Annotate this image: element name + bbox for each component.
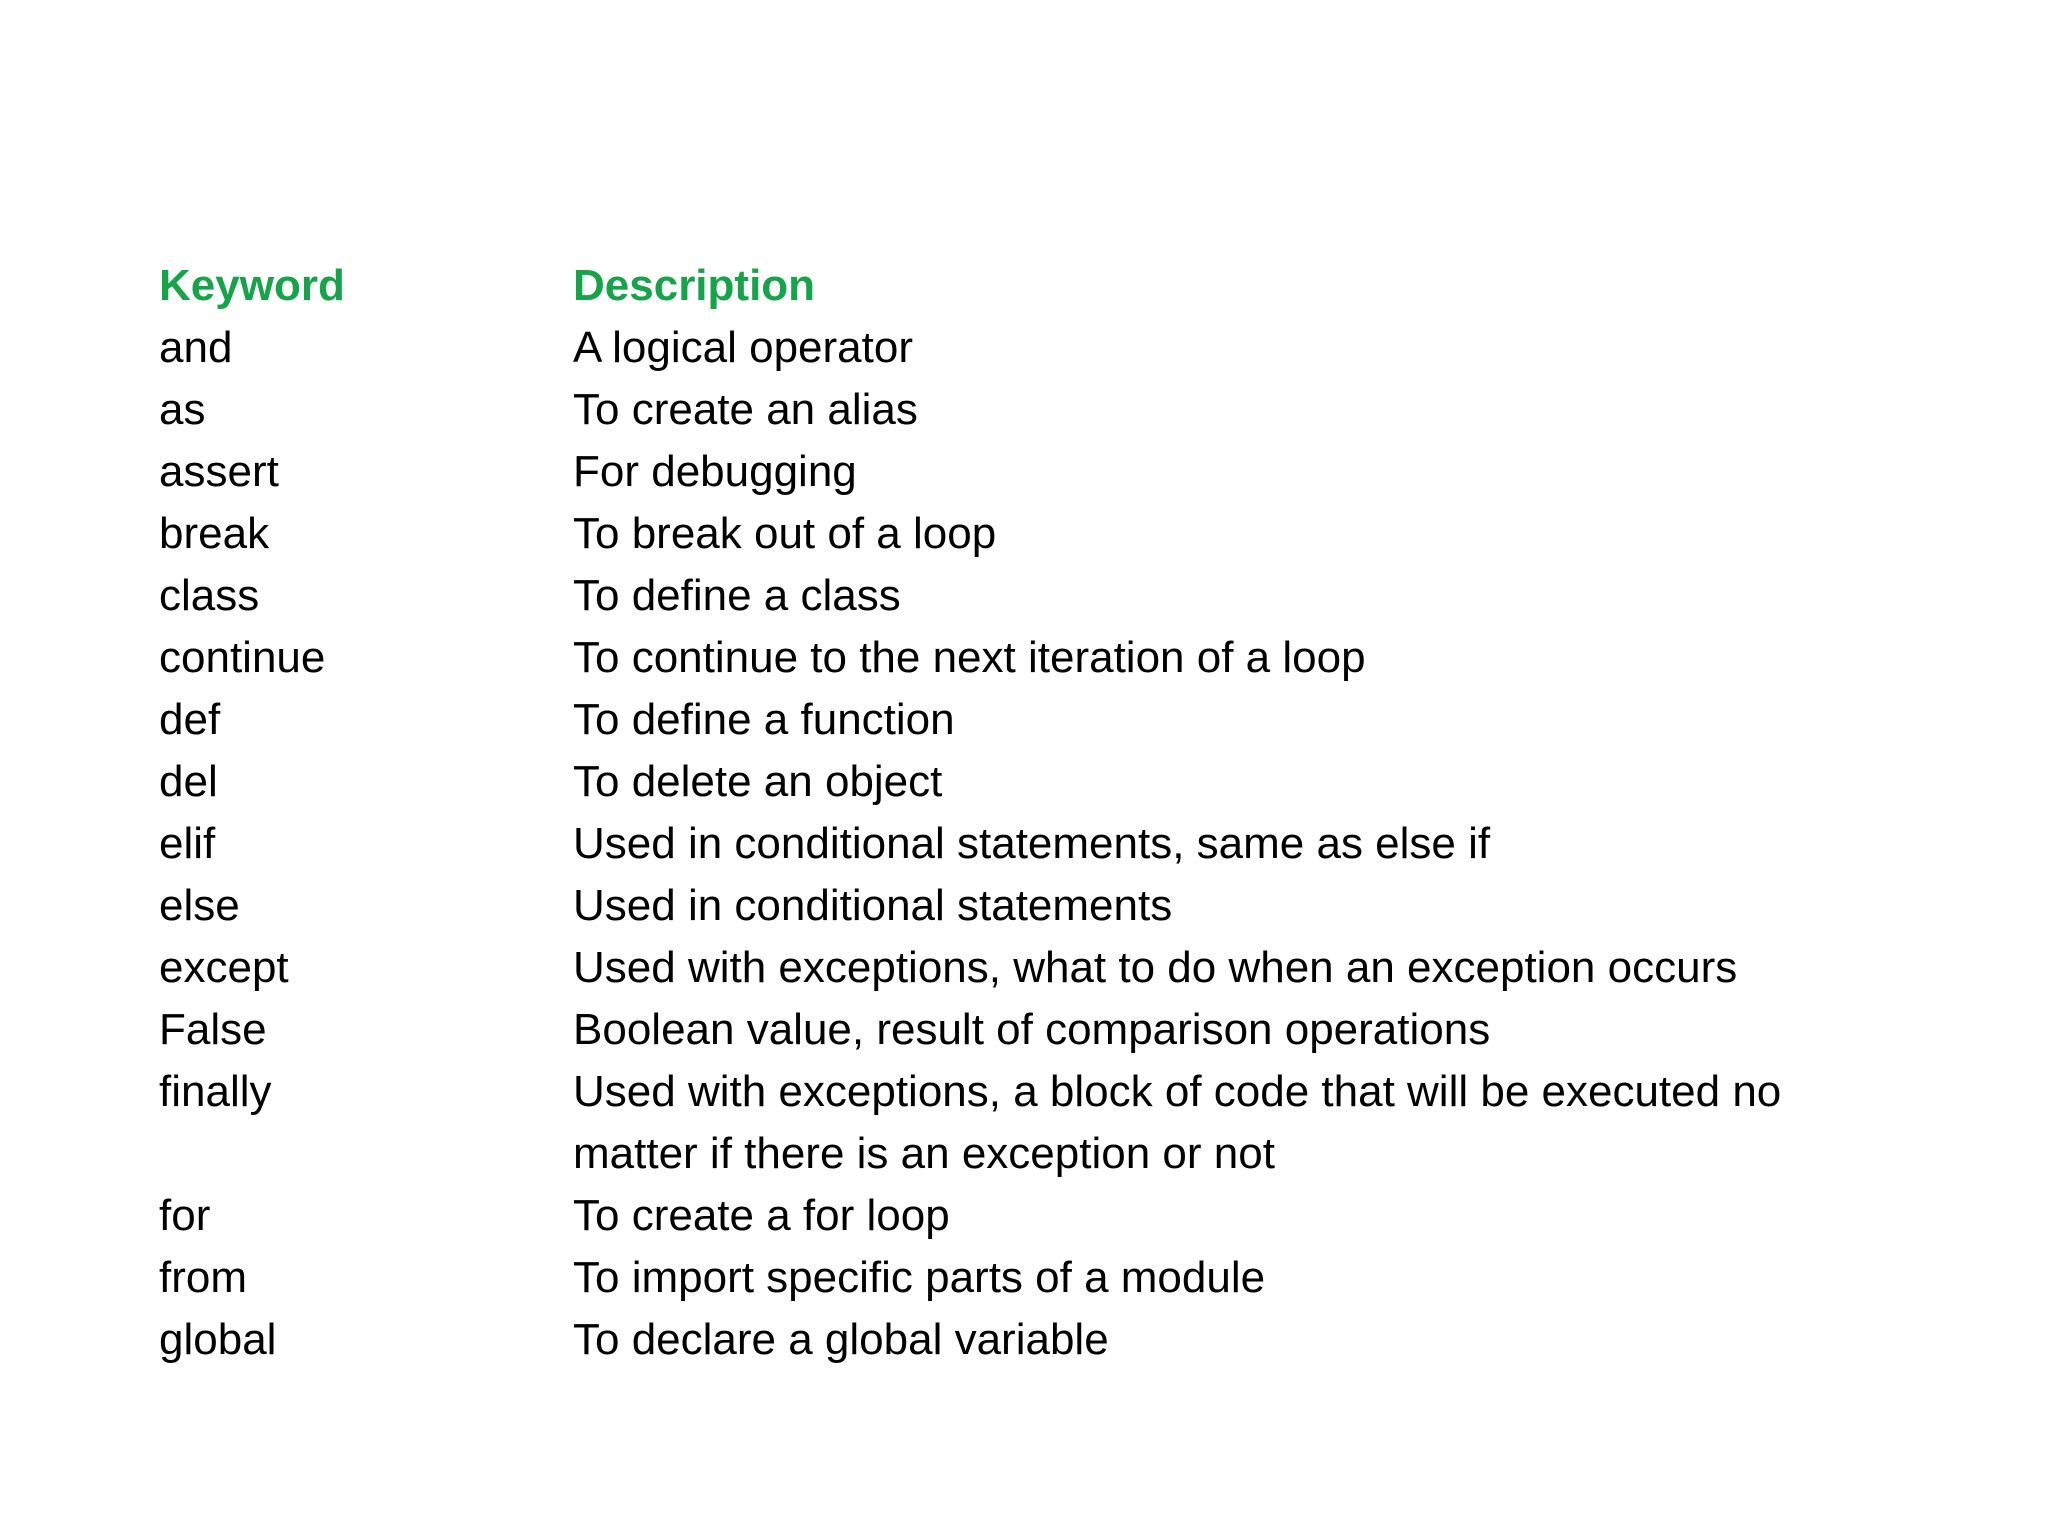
keyword-cell: False [159,1005,267,1054]
table-row [159,1247,1919,1309]
description-cell: To declare a global variable [573,1315,1109,1364]
description-cell: Boolean value, result of comparison operations [573,1005,1491,1054]
keyword-cell: from [159,1253,247,1302]
table-header-row [159,255,1919,317]
description-cell: To create a for loop [573,1191,950,1240]
keyword-table [159,255,1919,1371]
description-cell: Used with exceptions, a block of code that will be executed no matter if there is an exception or not [573,1067,1782,1178]
table-row [159,441,1919,503]
table-row [159,813,1919,875]
keyword-cell: for [159,1191,211,1240]
description-cell: Used with exceptions, what to do when an exception occurs [573,943,1738,992]
keyword-cell: global [159,1315,277,1364]
table-row [159,875,1919,937]
description-cell: To delete an object [573,757,943,806]
table-row [159,379,1919,441]
table-row [159,1309,1919,1371]
description-cell: To create an alias [573,385,918,434]
table-row [159,999,1919,1061]
description-cell: To continue to the next iteration of a loop [573,633,1366,682]
description-cell: Used in conditional statements, same as else if [573,819,1491,868]
description-cell: To define a function [573,695,955,744]
table-row [159,751,1919,813]
table-row [159,1061,1919,1185]
keyword-cell: continue [159,633,326,682]
description-column-header: Description [573,261,816,310]
keyword-cell: break [159,509,270,558]
table-row [159,565,1919,627]
description-cell: For debugging [573,447,857,496]
keyword-cell: del [159,757,218,806]
keyword-cell: as [159,385,206,434]
table-row [159,503,1919,565]
keyword-cell: elif [159,819,216,868]
table-row [159,1185,1919,1247]
keyword-cell: finally [159,1067,272,1116]
table-row [159,627,1919,689]
keyword-cell: except [159,943,289,992]
table-row [159,689,1919,751]
keyword-cell: class [159,571,260,620]
keyword-cell: and [159,323,233,372]
table-row [159,317,1919,379]
description-cell: To define a class [573,571,901,620]
description-cell: To break out of a loop [573,509,997,558]
keyword-cell: else [159,881,240,930]
description-cell: A logical operator [573,323,913,372]
description-cell: Used in conditional statements [573,881,1173,930]
description-cell: To import specific parts of a module [573,1253,1266,1302]
table-body [159,317,1919,1371]
table-row [159,937,1919,999]
keyword-cell: def [159,695,221,744]
keyword-column-header: Keyword [159,261,345,310]
keyword-cell: assert [159,447,279,496]
